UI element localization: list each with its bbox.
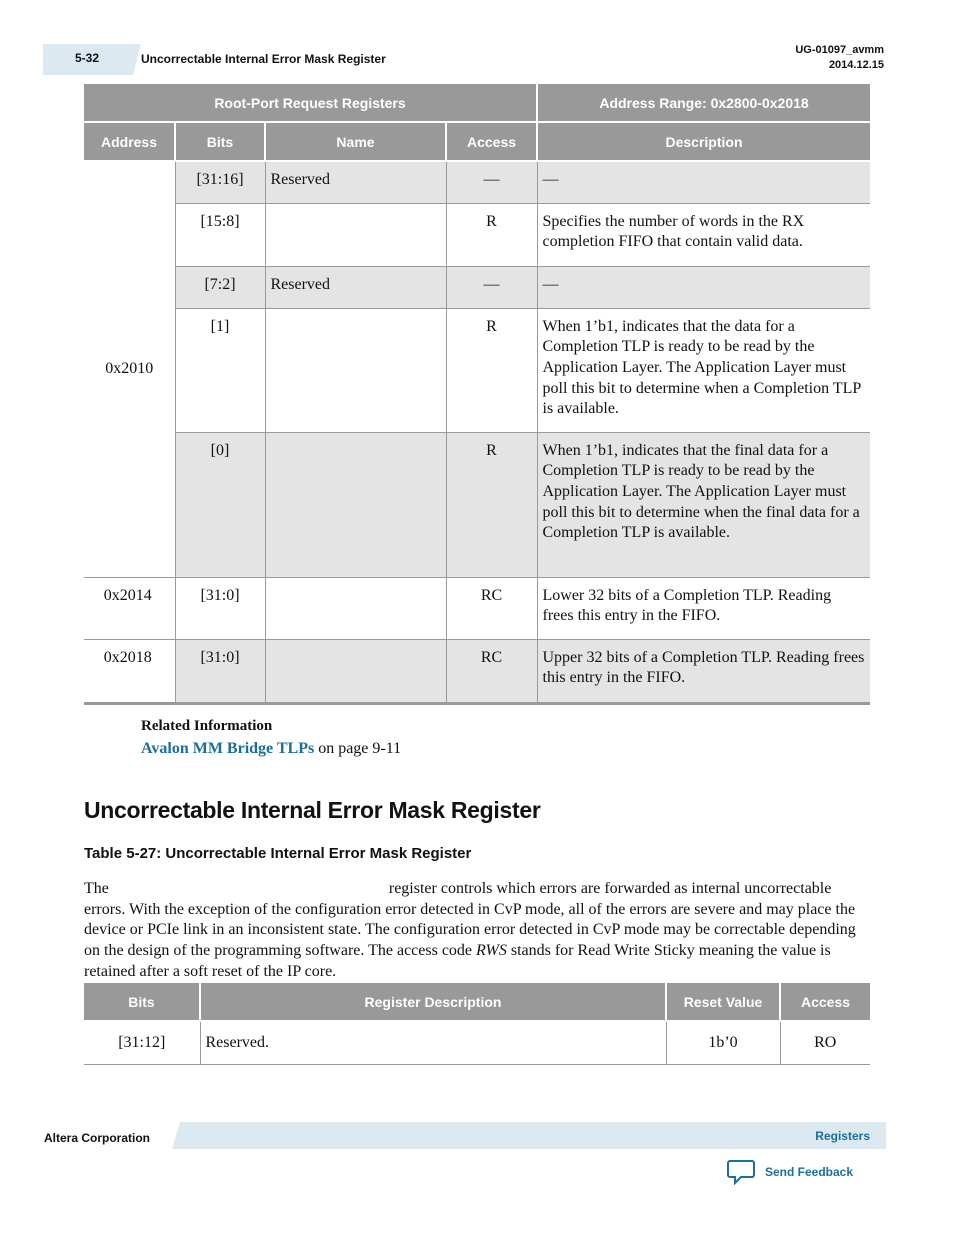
section-paragraph (84, 879, 870, 983)
doc-date: 2014.12.15 (828, 59, 884, 71)
description-cell: When 1’b1, indicates that the final data for a Completion TLP is ready to be read by the Application Layer. The Application Layer must poll this bit to determine when the final data for a Completion TLP is available. (537, 432, 870, 577)
speech-bubble-icon (727, 1159, 755, 1185)
bits-cell: [1] (175, 308, 265, 432)
column-header: Access (780, 983, 870, 1021)
table-row (84, 161, 870, 203)
reset-value-cell: 1b’0 (666, 1021, 780, 1065)
column-header: Description (537, 122, 870, 161)
name-cell: Reserved (265, 161, 446, 203)
column-header: Access (446, 122, 537, 161)
send-feedback-link[interactable] (727, 1159, 853, 1185)
name-cell (265, 432, 446, 577)
running-header-title: Uncorrectable Internal Error Mask Register (141, 52, 386, 66)
bits-cell: [15:8] (175, 203, 265, 266)
table-row (84, 1021, 870, 1065)
footer-section-link[interactable]: Registers (815, 1129, 870, 1143)
table-row (84, 577, 870, 639)
related-link[interactable]: Avalon MM Bridge TLPs (141, 740, 315, 757)
send-feedback-label: Send Feedback (765, 1165, 854, 1179)
table-row (84, 203, 870, 266)
description-cell: — (537, 266, 870, 308)
description-cell: Reserved. (200, 1021, 666, 1065)
description-cell: Upper 32 bits of a Completion TLP. Reading frees this entry in the FIFO. (537, 639, 870, 703)
description-cell: Lower 32 bits of a Completion TLP. Reading frees this entry in the FIFO. (537, 577, 870, 639)
footer-company: Altera Corporation (44, 1131, 151, 1145)
related-link-suffix: on page 9-11 (314, 740, 402, 757)
name-cell: Reserved (265, 266, 446, 308)
access-cell: R (446, 203, 537, 266)
related-information-entry (141, 740, 401, 758)
paragraph-body: register controls which errors are forwarded as internal uncorrectable errors. With the exception of the configuration error detected in CvP mode, all of the errors are severe and may place the device or PCIe link in an inconsistent state. The configuration error detected in CvP mode may be correctable depending on the design of the programming software. The access code (84, 880, 856, 960)
name-cell (265, 203, 446, 266)
section-title: Uncorrectable Internal Error Mask Register (84, 797, 541, 823)
doc-id: UG-01097_avmm (795, 44, 884, 56)
table-row (84, 639, 870, 703)
access-cell: R (446, 308, 537, 432)
paragraph-start: The (84, 880, 109, 897)
access-cell: RO (780, 1021, 870, 1065)
bits-cell: [31:16] (175, 161, 265, 203)
name-cell (265, 577, 446, 639)
access-cell: RC (446, 577, 537, 639)
bits-cell: [31:0] (175, 577, 265, 639)
address-cell: 0x2014 (84, 577, 175, 639)
column-header: Bits (84, 983, 200, 1021)
footer-bar (180, 1122, 886, 1149)
uncorrectable-error-mask-table (84, 983, 870, 1065)
bits-cell: [31:0] (175, 639, 265, 703)
column-header: Reset Value (666, 983, 780, 1021)
column-header: Address (84, 122, 175, 161)
name-cell (265, 639, 446, 703)
column-header: Name (265, 122, 446, 161)
access-cell: — (446, 266, 537, 308)
related-information-heading: Related Information (141, 718, 273, 734)
table-row (84, 266, 870, 308)
bits-cell: [31:12] (84, 1021, 200, 1065)
address-cell: 0x2010 (84, 161, 175, 577)
access-code: RWS (476, 942, 507, 960)
address-cell: 0x2018 (84, 639, 175, 703)
name-cell (265, 308, 446, 432)
description-cell: Specifies the number of words in the RX completion FIFO that contain valid data. (537, 203, 870, 266)
description-cell: — (537, 161, 870, 203)
document-id (795, 43, 884, 73)
access-cell: R (446, 432, 537, 577)
address-range-header: Address Range: 0x2800-0x2018 (537, 84, 870, 122)
table-group-header: Root-Port Request Registers (84, 84, 537, 122)
table-row (84, 432, 870, 577)
description-cell: When 1’b1, indicates that the data for a Completion TLP is ready to be read by the Application Layer. The Application Layer must poll this bit to determine when a Completion TLP is available. (537, 308, 870, 432)
access-cell: RC (446, 639, 537, 703)
bits-cell: [0] (175, 432, 265, 577)
table-row (84, 308, 870, 432)
page-number: 5-32 (75, 51, 100, 65)
column-header: Bits (175, 122, 265, 161)
root-port-request-registers-table (84, 84, 870, 705)
paragraph-end: stands for Read Write Sticky meaning the value is retained after a soft reset of the IP core. (84, 942, 831, 980)
bits-cell: [7:2] (175, 266, 265, 308)
column-header: Register Description (200, 983, 666, 1021)
access-cell: — (446, 161, 537, 203)
table-caption: Table 5-27: Uncorrectable Internal Error Mask Register (84, 845, 472, 862)
